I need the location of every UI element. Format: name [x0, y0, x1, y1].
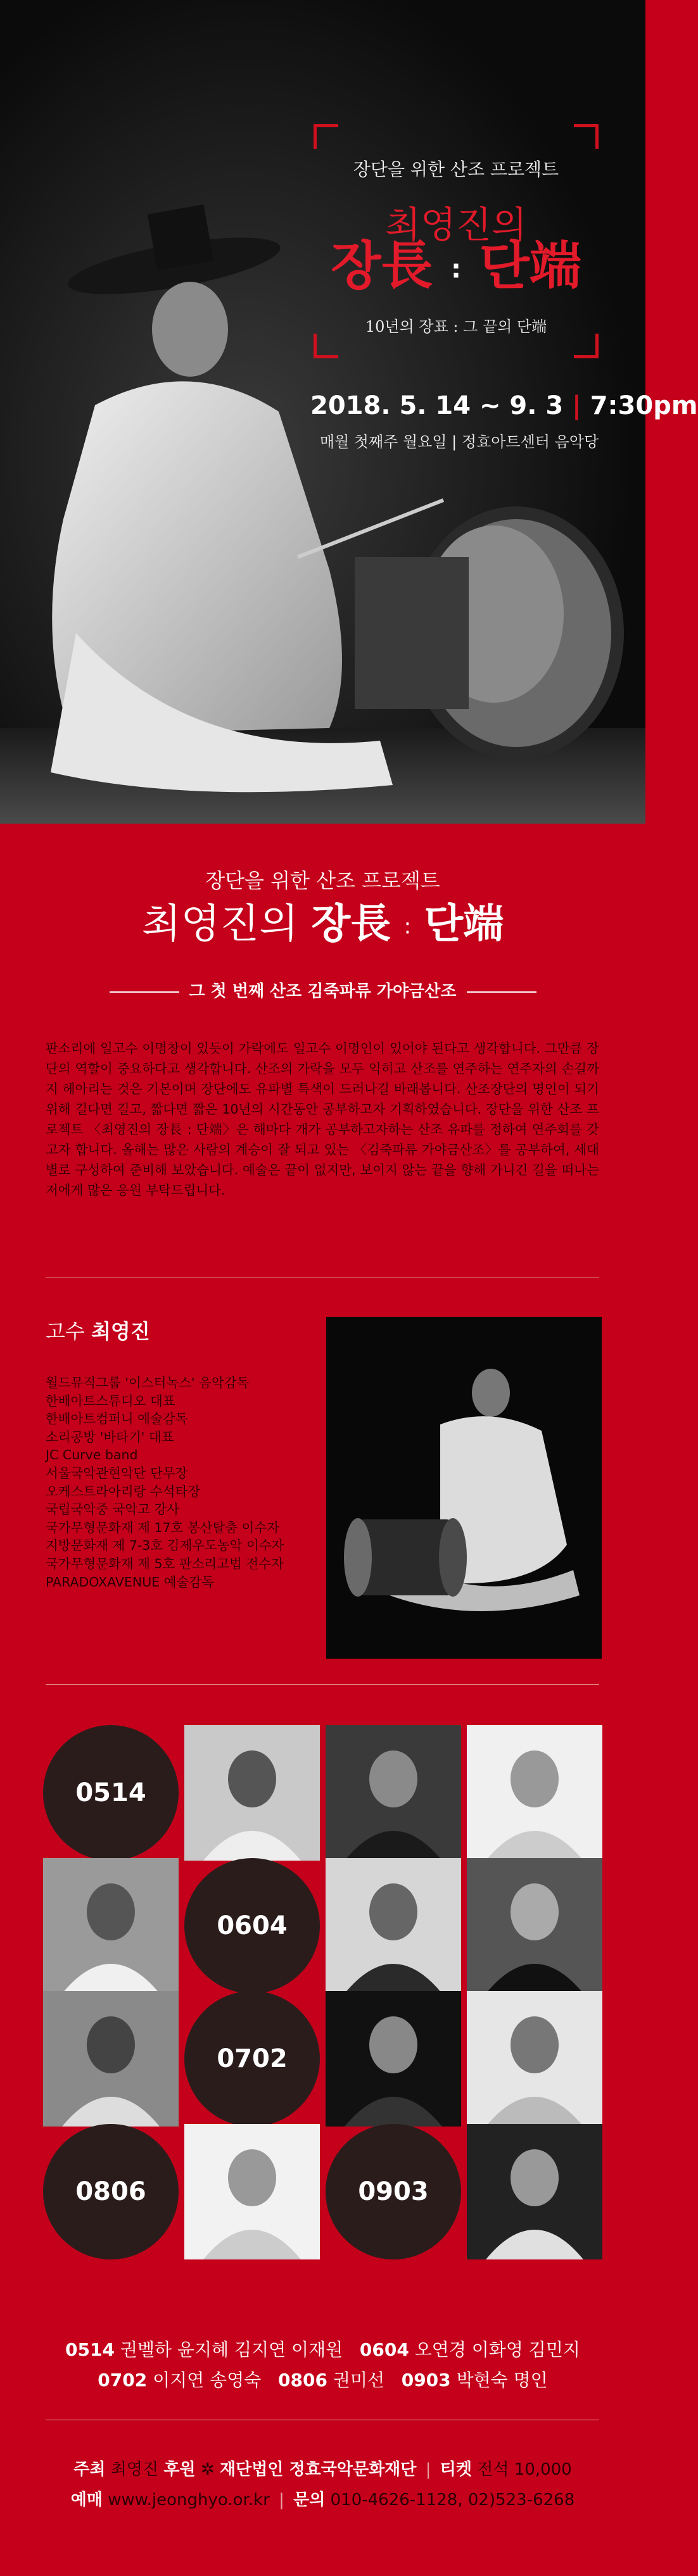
schedule-names: 권미선	[333, 2370, 385, 2391]
performer-photo	[326, 1858, 461, 1994]
profile-photo-image	[326, 1317, 602, 1659]
intro-title-left: 장長	[311, 901, 391, 948]
schedule-date: 0514	[65, 2339, 115, 2360]
intro-title-separator: :	[403, 914, 412, 939]
date-circle	[184, 1991, 320, 2127]
hero-title-separator: :	[451, 254, 461, 284]
frame-corner	[574, 334, 599, 358]
profile-item: 오케스트라아리랑 수석타장	[46, 1483, 201, 1499]
host-value: 최영진	[110, 2460, 159, 2479]
sponsor-label: 후원	[163, 2460, 196, 2479]
performer-photo	[467, 1991, 602, 2127]
schedule-line	[0, 2336, 645, 2361]
profile-item: 지방문화재 제 7-3호 김제우도농악 이수자	[46, 1538, 284, 1554]
performer-photo	[467, 2124, 602, 2259]
divider-rule	[110, 991, 179, 993]
reserve-label: 예매	[70, 2491, 103, 2510]
performer-photo	[326, 1725, 461, 1861]
schedule-names: 박현숙 명인	[456, 2370, 548, 2391]
hero-title-left: 장長	[331, 236, 433, 296]
performer-photo	[43, 1991, 179, 2127]
hero-title	[314, 236, 599, 296]
hero-name: 최영진의	[384, 203, 528, 246]
footer-separator: |	[279, 2491, 284, 2510]
intro-body: 판소리에 일고수 이명창이 있듯이 가락에도 일고수 이명인이 있어야 된다고 생각합니다. 그만큼 장단의 역할이 중요하다고 생각합니다. 산조의 가락을 모두 익히고 산조를 연주하는 연주자의 손길까지 헤아리는 것은 기본이며 장단에도 유파별 특색이 드러나길 바래봅니다. 산조장단의 명인이 되기 위해 길다면 길고, 짧다면 짧은 10년의 시간동안 공부하고자 기획하였습니다. 장단을 위한 산조 프로젝트 〈최영진의 장長 : 단端〉은 해마다 개가 공부하고자하는 산조 유파를 정하여 연주회를 갖고자 합니다. 올해는 많은 사람의 계승이 잘 되고 있는 〈김죽파류 가야금산조〉를 공부하여, 세대별로 구성하여 준비해 보았습니다. 예술은 끝이 없지만, 보이지 않는 끝을 향해 가니긴 길을 떠나는 저에게 많은 응원 부탁드립니다.	[46, 1041, 599, 1198]
hero-subtitle: 장단을 위한 산조 프로젝트	[353, 159, 559, 180]
performer-photo	[467, 1725, 602, 1861]
profile-role: 고수	[46, 1319, 85, 1343]
intro-program-bar	[0, 978, 645, 1002]
footer-line-1	[0, 2456, 645, 2480]
hero-title-right: 단端	[479, 236, 581, 296]
date-circle	[184, 1858, 320, 1994]
profile-heading	[46, 1316, 150, 1345]
profile-photo	[326, 1317, 602, 1659]
intro-title-right: 단端	[424, 901, 504, 948]
section-divider	[46, 1684, 599, 1685]
date-label: 0903	[358, 2177, 429, 2206]
footer-line-2	[0, 2487, 645, 2510]
performer-photo	[467, 1858, 602, 1994]
performer-photo	[43, 1858, 179, 1994]
hero-time: 7:30pm	[590, 391, 698, 420]
schedule-line	[0, 2366, 645, 2392]
intro-title	[0, 901, 645, 948]
inquiry-label: 문의	[293, 2491, 326, 2510]
footer-separator: |	[425, 2460, 431, 2479]
date-circle	[43, 2124, 179, 2259]
schedule-date: 0604	[359, 2339, 409, 2360]
schedule-names: 권벨하 윤지혜 김지연 이재원	[120, 2339, 343, 2360]
schedule-names: 오연경 이화영 김민지	[414, 2339, 580, 2360]
divider-rule	[467, 991, 536, 993]
intro-subtitle: 장단을 위한 산조 프로젝트	[205, 869, 440, 893]
date-label: 0514	[75, 1778, 146, 1807]
performer-photo	[184, 2124, 320, 2259]
profile-item: 월드뮤직그룹 '이스터녹스' 음악감독	[46, 1375, 250, 1390]
program-title: 그 첫 번째 산조 김죽파류 가야금산조	[189, 982, 457, 1001]
ticket-value: 전석 10,000	[477, 2460, 572, 2479]
profile-item: 국립국악중 국악고 강사	[46, 1502, 180, 1517]
hero-date: 2018. 5. 14 ~ 9. 3	[310, 391, 564, 420]
hero-date-time	[310, 391, 698, 420]
ticket-label: 티켓	[440, 2460, 472, 2479]
performer-photo	[326, 1991, 461, 2127]
hero-section	[0, 0, 698, 824]
schedule-names: 이지연 송영숙	[153, 2370, 262, 2391]
hero-tagline: 10년의 장표 : 그 끝의 단端	[365, 318, 547, 336]
schedule-date: 0903	[401, 2370, 451, 2391]
profile-list	[46, 1374, 284, 1591]
profile-item: 서울국악관현악단 단무장	[46, 1465, 188, 1481]
profile-item: PARADOXAVENUE 예술감독	[46, 1574, 214, 1590]
sponsor-value: 재단법인 정효국악문화재단	[219, 2460, 417, 2479]
schedule-date: 0702	[98, 2370, 148, 2391]
performer-photo	[184, 1725, 320, 1861]
date-label: 0702	[217, 2044, 288, 2073]
date-circle	[43, 1725, 179, 1861]
reserve-link[interactable]: www.jeonghyo.or.kr	[108, 2491, 270, 2510]
hero-date-separator: |	[572, 391, 581, 420]
date-circle	[326, 2124, 461, 2259]
date-label: 0806	[75, 2177, 146, 2206]
frame-corner	[314, 124, 338, 149]
profile-item: 소리공방 '바타기' 대표	[46, 1429, 174, 1445]
frame-corner	[574, 124, 599, 149]
profile-item: 국가무형문화재 제 5호 판소리고법 전수자	[46, 1555, 284, 1571]
profile-name: 최영진	[91, 1319, 150, 1343]
sponsor-logo-icon: ✲	[200, 2460, 215, 2479]
profile-item: JC Curve band	[46, 1447, 138, 1463]
profile-item: 한배아트스튜디오 대표	[46, 1393, 175, 1409]
hero-venue: 매월 첫째주 월요일 | 정효아트센터 음악당	[319, 433, 599, 451]
host-label: 주최	[73, 2460, 106, 2479]
intro-name: 최영진의	[141, 901, 299, 948]
hero-title-box	[314, 124, 599, 358]
schedule-date: 0806	[278, 2370, 327, 2391]
profile-item: 국가무형문화재 제 17호 봉산탈춤 이수자	[46, 1519, 279, 1535]
frame-corner	[314, 334, 338, 358]
profile-item: 한배아트컴퍼니 예술감독	[46, 1411, 188, 1427]
date-label: 0604	[217, 1911, 288, 1940]
inquiry-value: 010-4626-1128, 02)523-6268	[330, 2491, 575, 2510]
